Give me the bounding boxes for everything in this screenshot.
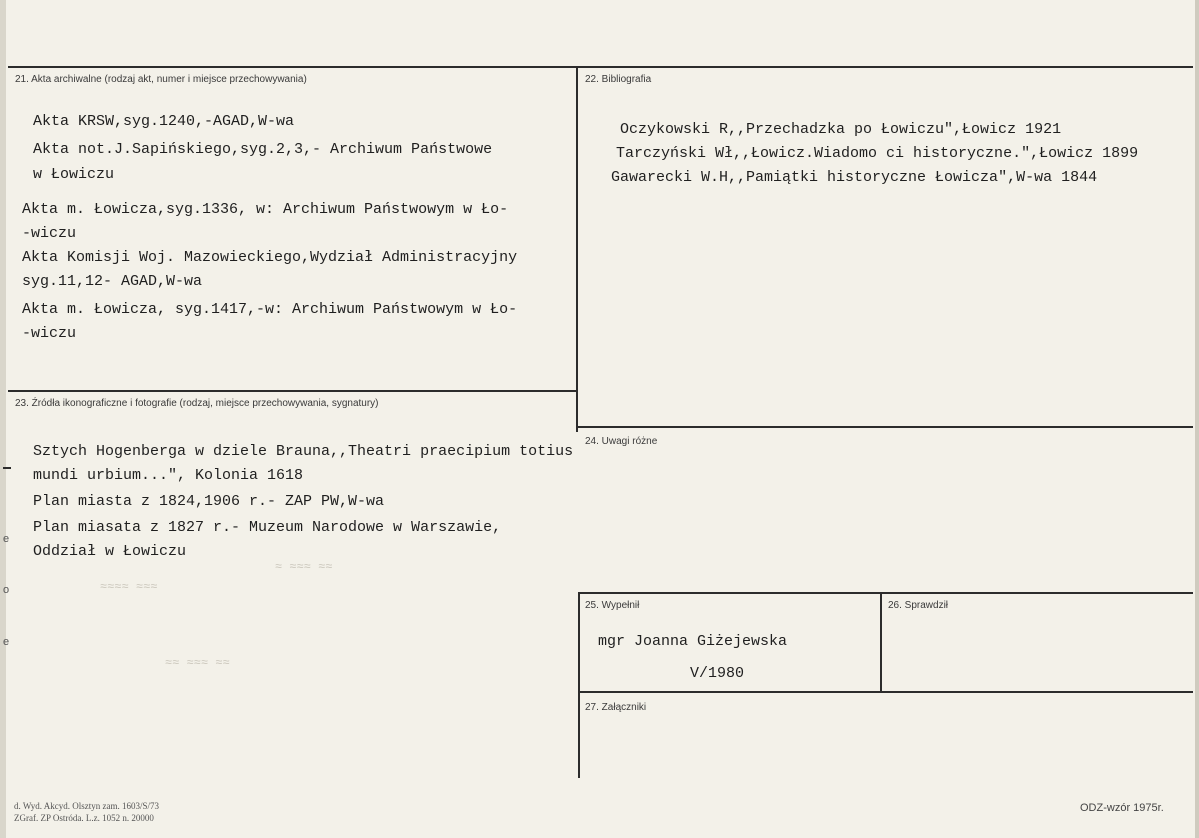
bleed-through-mark: ≈≈ ≈≈≈ ≈≈ — [165, 656, 230, 670]
top-rule — [8, 66, 1193, 68]
section-23-label: 23. Źródła ikonograficzne i fotografie (rodzaj, miejsce przechowywania, sygnatury) — [15, 398, 379, 409]
bleed-through-mark: ≈≈≈≈ ≈≈≈ — [100, 580, 158, 594]
archive-line-4: Akta m. Łowicza,syg.1336, w: Archiwum Państwowym w Ło- — [22, 201, 509, 218]
bibliography-line-3: Gawarecki W.H,,Pamiątki historyczne Łowicza",W-wa 1844 — [611, 169, 1098, 186]
section-27-label: 27. Załączniki — [585, 702, 647, 713]
archive-line-1: Akta KRSW,syg.1240,-AGAD,W-wa — [33, 113, 295, 130]
archive-line-9: -wiczu — [22, 325, 77, 342]
bleed-through-mark: ≈ ≈≈≈ ≈≈ — [275, 560, 333, 574]
archive-line-2: Akta not.J.Sapińskiego,syg.2,3,- Archiwum Państwowe — [33, 141, 493, 158]
section-21-label: 21. Akta archiwalne (rodzaj akt, numer i miejsce przechowywania) — [15, 74, 307, 85]
filled-by-date: V/1980 — [690, 665, 745, 682]
form-code: ODZ-wzór 1975r. — [1080, 802, 1164, 814]
archive-line-5: -wiczu — [22, 225, 77, 242]
margin-letter: e — [3, 636, 10, 648]
center-vertical-rule-lower — [578, 592, 580, 778]
iconography-line-2: mundi urbium...", Kolonia 1618 — [33, 467, 304, 484]
margin-letter: o — [3, 584, 10, 596]
section-26-label: 26. Sprawdził — [888, 600, 949, 611]
section-25-27-divider — [578, 691, 1193, 693]
iconography-line-1: Sztych Hogenberga w dziele Brauna,,Theatri praecipium totius — [33, 443, 574, 460]
archive-line-7: syg.11,12- AGAD,W-wa — [22, 273, 203, 290]
section-22-24-divider — [578, 426, 1193, 428]
bibliography-line-1: Oczykowski R,,Przechadzka po Łowiczu",Łowicz 1921 — [620, 121, 1062, 138]
section-25-26-divider — [880, 592, 882, 692]
filled-by-name: mgr Joanna Giżejewska — [598, 633, 788, 650]
printer-imprint-line-2: ZGraf. ZP Ostróda. L.z. 1052 n. 20000 — [14, 813, 154, 823]
section-21-23-divider — [8, 390, 577, 392]
printer-imprint-line-1: d. Wyd. Akcyd. Olsztyn zam. 1603/S/73 — [14, 801, 160, 811]
margin-tick — [3, 467, 11, 469]
iconography-line-5: Oddział w Łowiczu — [33, 543, 187, 560]
section-24-label: 24. Uwagi różne — [585, 436, 658, 447]
iconography-line-3: Plan miasta z 1824,1906 r.- ZAP PW,W-wa — [33, 493, 385, 510]
bibliography-line-2: Tarczyński Wł,,Łowicz.Wiadomo ci historyczne.",Łowicz 1899 — [616, 145, 1139, 162]
iconography-line-4: Plan miasata z 1827 r.- Muzeum Narodowe w Warszawie, — [33, 519, 502, 536]
section-22-label: 22. Bibliografia — [585, 74, 652, 85]
section-25-label: 25. Wypełnił — [585, 600, 640, 611]
card-right-edge — [1195, 0, 1199, 838]
archive-line-6: Akta Komisji Woj. Mazowieckiego,Wydział Administracyjny — [22, 249, 518, 266]
center-vertical-rule — [576, 66, 578, 432]
archive-line-3: w Łowiczu — [33, 166, 115, 183]
card-left-edge — [0, 0, 6, 838]
archive-line-8: Akta m. Łowicza, syg.1417,-w: Archiwum Państwowym w Ło- — [22, 301, 518, 318]
margin-letter: e — [3, 533, 10, 545]
section-24-25-divider — [578, 592, 1193, 594]
